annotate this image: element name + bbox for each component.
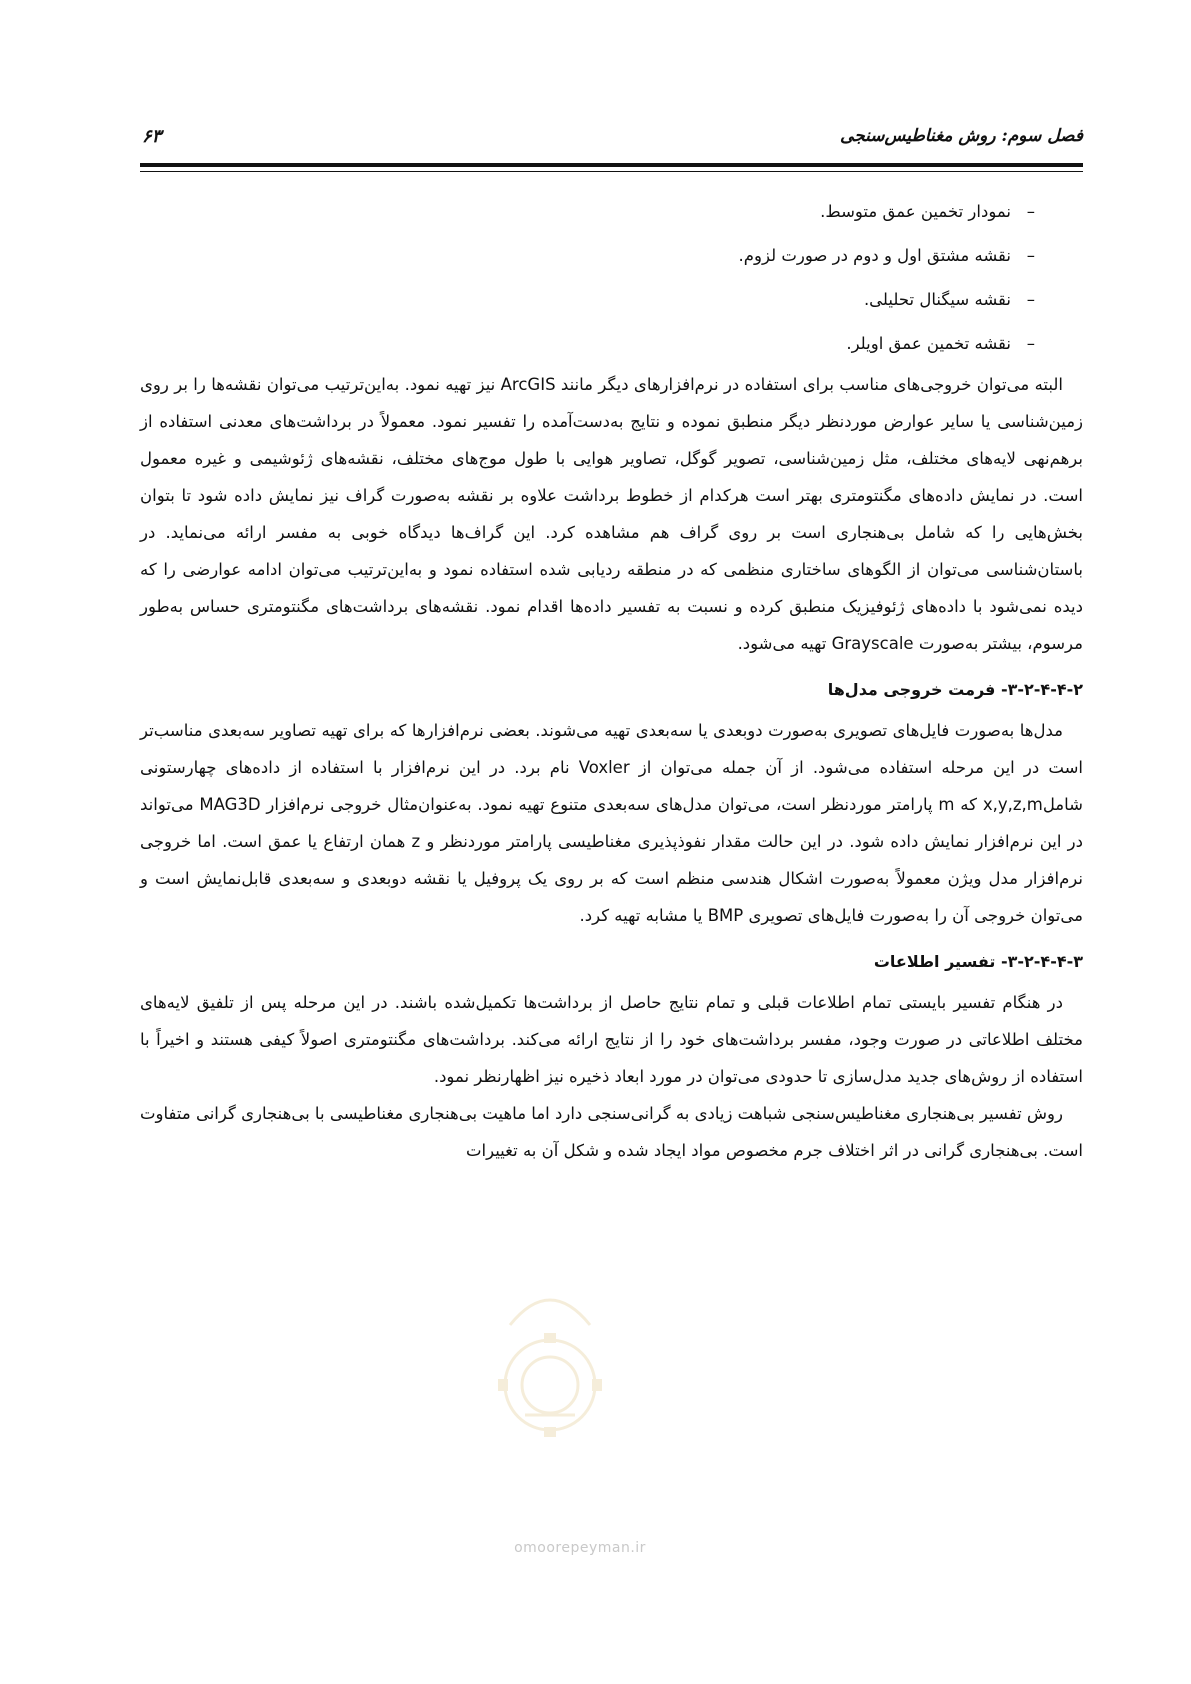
paragraph-text: البته می‌توان خروجی‌های مناسب برای استفاده در نرم‌افزارهای دیگر مانند ArcGIS نیز تهیه نمود. به‌این‌ترتیب می‌توان نقشه‌ها را بر روی زمین‌شناسی یا سایر عوارض موردنظر دیگر منطبق نموده و نتایج به‌دست‌آمده را تفسیر نمود. معمولاً در برداشت‌های معدنی استفاده از برهم‌نهی لایه‌های مختلف، مثل زمین‌شناسی، تصویر گوگل، تصاویر هوایی با طول موج‌های مختلف، نقشه‌های ژئوشیمی و غیره معمول است. در نمایش داده‌های مگنتومتری بهتر است هرکدام از خطوط برداشت علاوه بر نقشه به‌صورت گراف نیز نمایش داده شود تا بتوان بخش‌هایی را که شامل بی‌هنجاری است بر روی گراف هم مشاهده کرد. این گراف‌ها دیدگاه خوبی به مفسر ارائه می‌نماید. در باستان‌شناسی می‌توان از الگوهای ساختاری منظمی که در منطقه ردیابی شده استفاده نمود و به‌این‌ترتیب می‌توان ادامه عوارضی را که دیده نمی‌شود با داده‌های ژئوفیزیک منطبق کرده و نسبت به تفسیر داده‌ها اقدام نمود. نقشه‌های برداشت‌های مگنتومتری حساس به‌طور مرسوم، بیشتر به‌صورت Grayscale تهیه می‌شود. bbox=[140, 375, 1083, 653]
list-item bbox=[140, 278, 1083, 322]
bullet-text: نمودار تخمین عمق متوسط. bbox=[820, 202, 1011, 221]
bullet-dash: – bbox=[1026, 246, 1035, 265]
paragraph-text: روش تفسیر بی‌هنجاری مغناطیس‌سنجی شباهت زیادی به گرانی‌سنجی دارد اما ماهیت بی‌هنجاری مغناطیسی با بی‌هنجاری گرانی متفاوت است. بی‌هنجاری گرانی در اثر اختلاف جرم مخصوص مواد ایجاد شده و شکل آن به تغییرات bbox=[140, 1104, 1083, 1160]
bullet-dash: – bbox=[1026, 202, 1035, 221]
chapter-title: فصل سوم: روش مغناطیس‌سنجی bbox=[840, 126, 1083, 146]
paragraph-model-output bbox=[140, 712, 1083, 934]
watermark-url: omoorepeyman.ir bbox=[514, 1540, 646, 1556]
paragraph-anomaly bbox=[140, 1095, 1083, 1169]
bullet-dash: – bbox=[1026, 334, 1035, 353]
section-heading-interpretation: ۳-۲-۴-۴-۳- تفسیر اطلاعات bbox=[873, 952, 1083, 971]
bullet-dash: – bbox=[1026, 290, 1035, 309]
bullet-text: نقشه تخمین عمق اویلر. bbox=[846, 334, 1011, 353]
header-rule-thin bbox=[140, 171, 1083, 172]
page-number: ۶۳ bbox=[142, 126, 162, 147]
paragraph-text: مدل‌ها به‌صورت فایل‌های تصویری به‌صورت دوبعدی یا سه‌بعدی تهیه می‌شوند. بعضی نرم‌افزارها که برای تهیه تصاویر سه‌بعدی مناسب‌تر است در این مرحله استفاده می‌شود. از آن جمله می‌توان از Voxler نام برد. در این نرم‌افزار با استفاده از داده‌های چهارستونی شاملx,y,z,m که m پارامتر موردنظر است، می‌توان مدل‌های سه‌بعدی متنوع تهیه نمود. به‌عنوان‌مثال خروجی نرم‌افزار MAG3D می‌تواند در این نرم‌افزار نمایش داده شود. در این حالت مقدار نفوذپذیری مغناطیسی پارامتر موردنظر و z همان ارتفاع یا عمق است. اما خروجی نرم‌افزار مدل ویژن معمولاً به‌صورت اشکال هندسی منظم است که بر روی یک پروفیل یا نقشه دوبعدی و سه‌بعدی قابل‌نمایش است و می‌توان خروجی آن را به‌صورت فایل‌های تصویری BMP یا مشابه تهیه کرد. bbox=[140, 721, 1084, 925]
bullet-text: نقشه مشتق اول و دوم در صورت لزوم. bbox=[738, 246, 1011, 265]
watermark-logo bbox=[470, 1265, 630, 1465]
paragraph-output-formats bbox=[140, 366, 1083, 662]
running-header bbox=[140, 126, 1083, 156]
list-item bbox=[140, 190, 1083, 234]
bullet-text: نقشه سیگنال تحلیلی. bbox=[863, 290, 1011, 309]
bullet-list bbox=[140, 190, 1083, 366]
paragraph-text: در هنگام تفسیر بایستی تمام اطلاعات قبلی و تمام نتایج حاصل از برداشت‌ها تکمیل‌شده باشند. در این مرحله پس از تلفیق لایه‌های مختلف اطلاعاتی در صورت وجود، مفسر برداشت‌های خود را از نتایج ارائه می‌کند. برداشت‌های مگنتومتری اصولاً کیفی هستند و اخیراً با استفاده از روش‌های جدید مدل‌سازی تا حدودی می‌توان در مورد ابعاد ذخیره نیز اظهارنظر نمود. bbox=[140, 993, 1083, 1086]
section-heading-model-output: ۳-۲-۴-۴-۲- فرمت خروجی مدل‌ها bbox=[827, 680, 1083, 699]
page-body bbox=[140, 190, 1083, 1169]
header-rule-thick bbox=[140, 163, 1083, 167]
paragraph-interpretation bbox=[140, 984, 1083, 1095]
list-item bbox=[140, 234, 1083, 278]
list-item bbox=[140, 322, 1083, 366]
